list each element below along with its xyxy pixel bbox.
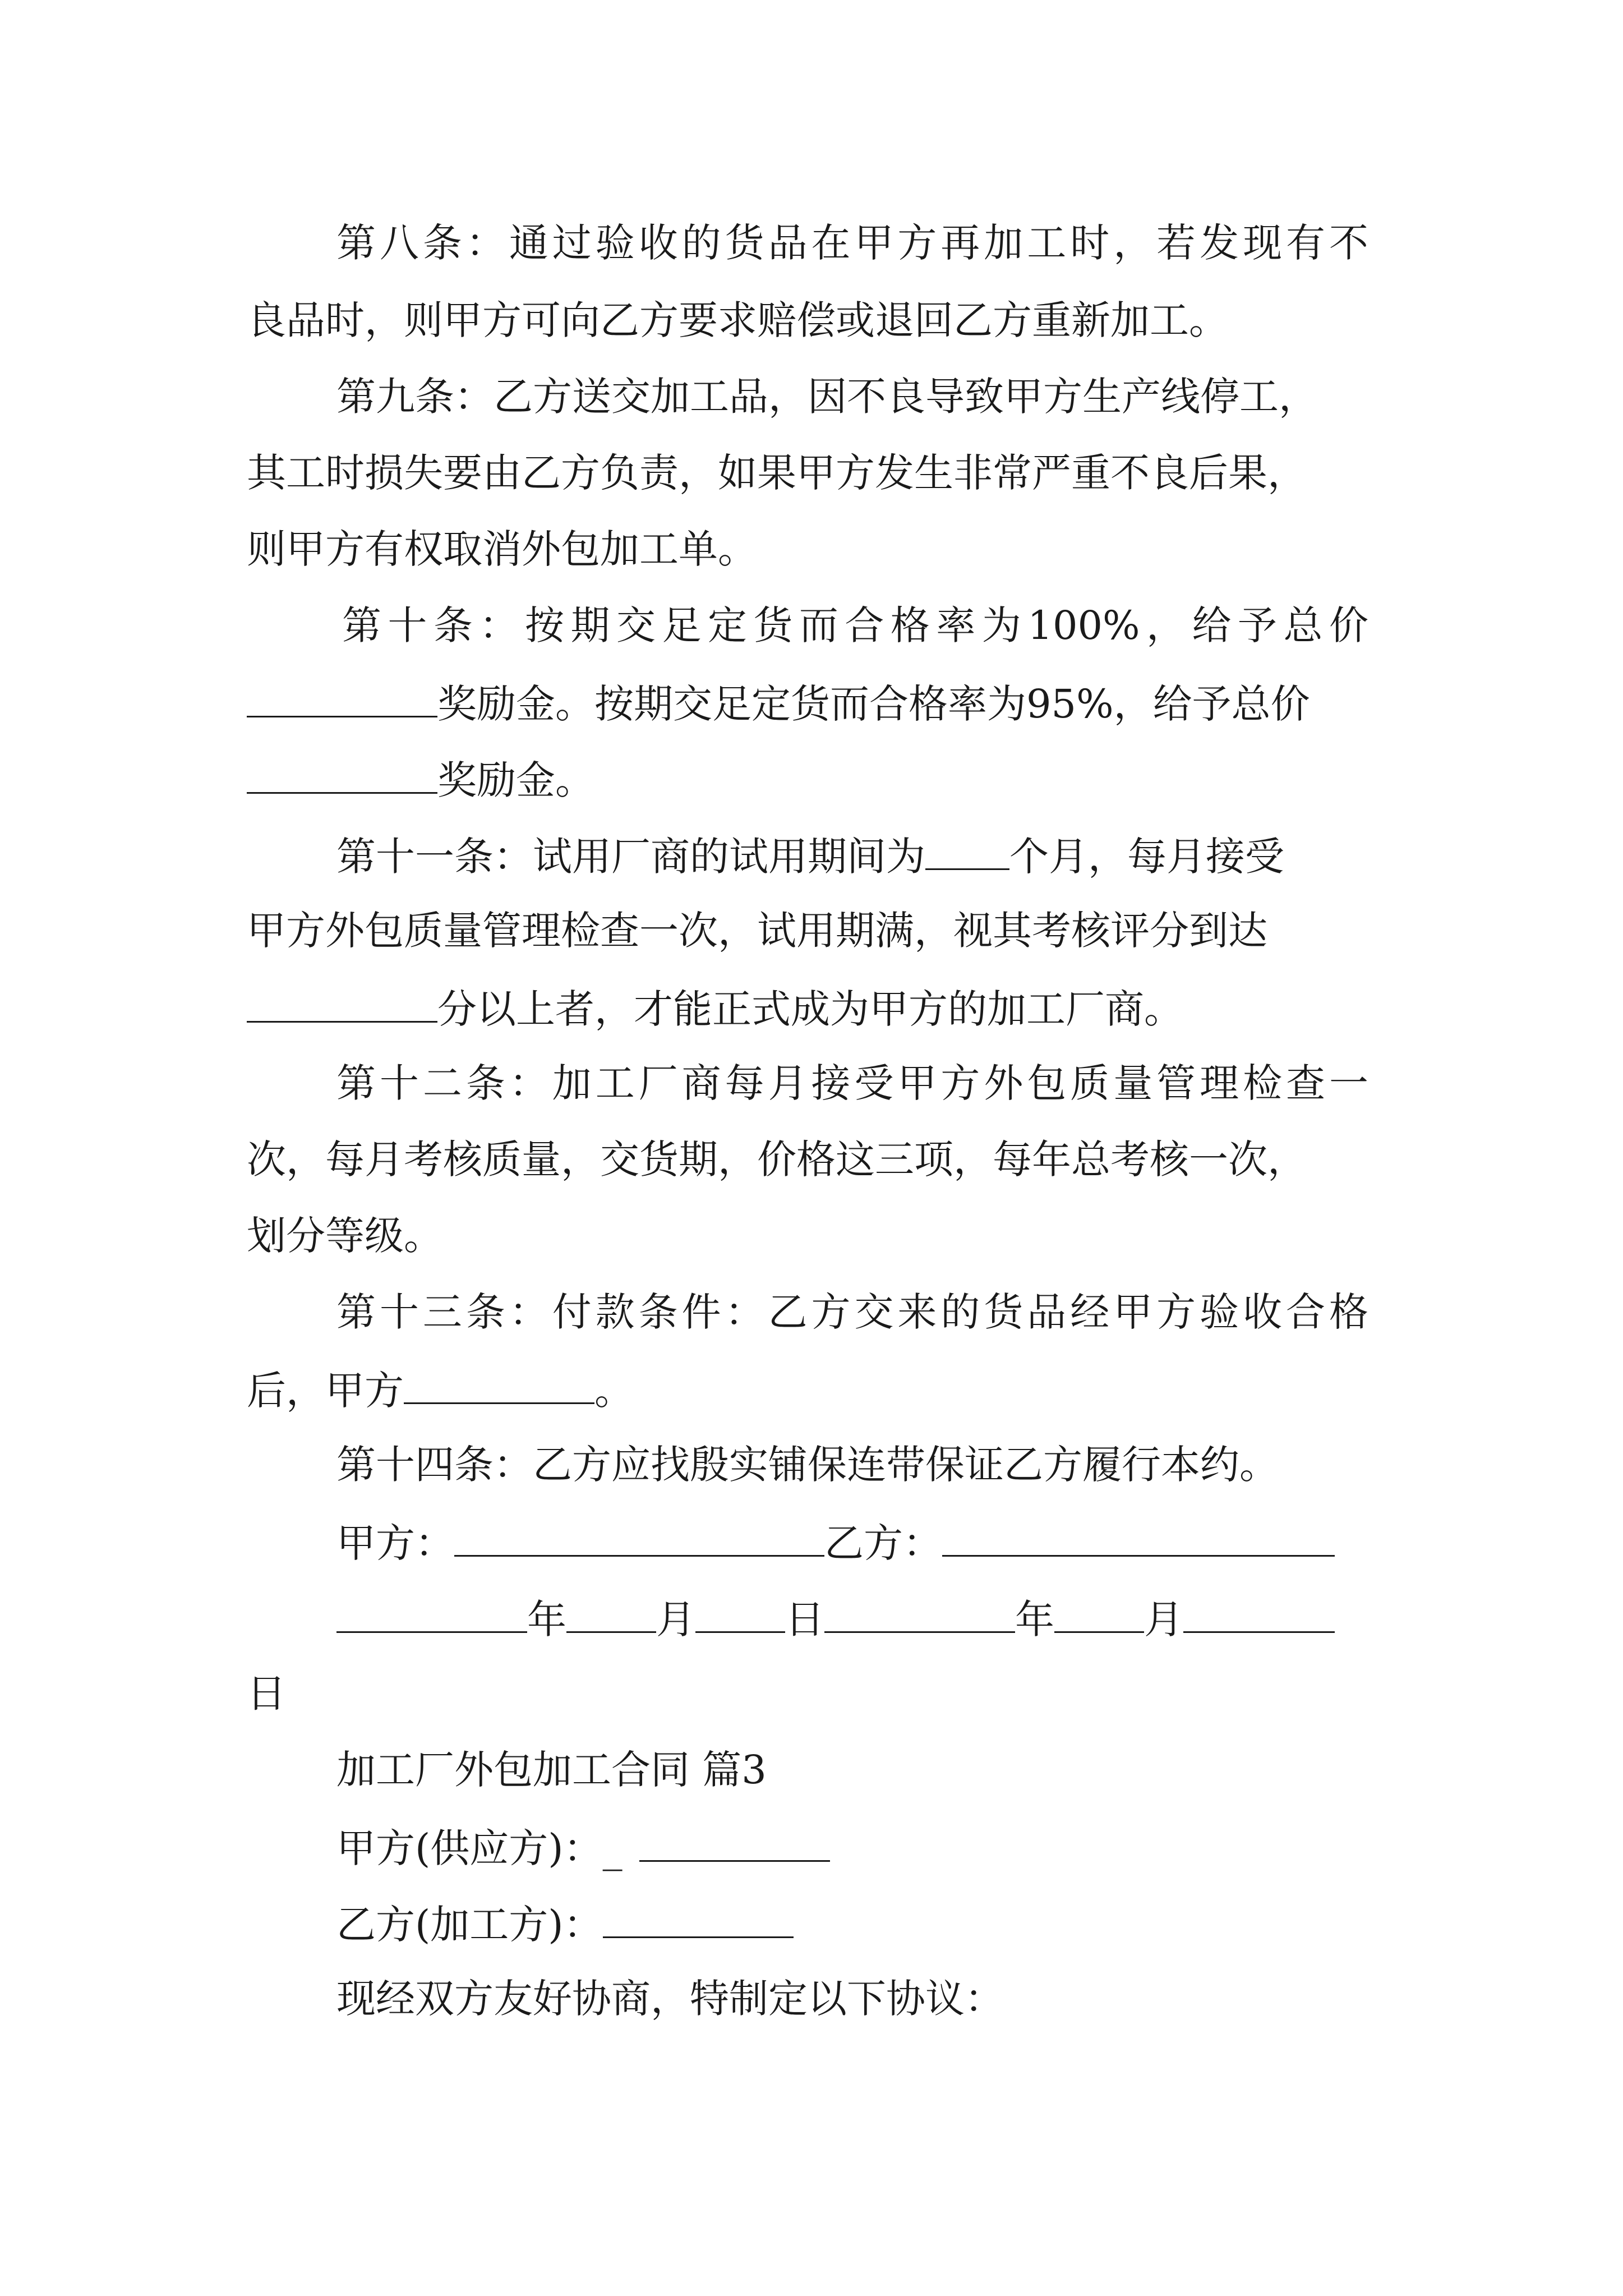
article-11-line-3	[247, 986, 1368, 1032]
supplier-blank	[639, 1826, 830, 1862]
month-label-a: 月	[656, 1596, 695, 1642]
article-13-text-2b: 。	[594, 1368, 634, 1414]
article-9-line-2: 其工时损失要由乙方负责，如果甲方发生非常严重不良后果，	[247, 450, 1307, 496]
year-label-b: 年	[1015, 1596, 1054, 1642]
year-blank-a	[336, 1598, 527, 1633]
article-14-line: 第十四条：乙方应找殷实铺保连带保证乙方履行本约。	[336, 1442, 1279, 1488]
blank-field	[247, 758, 437, 794]
party-a-label: 甲方：	[336, 1520, 454, 1566]
supplier-line	[336, 1825, 1458, 1871]
article-11-line-1	[336, 834, 1458, 880]
signature-date-line	[336, 1596, 1458, 1642]
article-11-text-1b: 个月，每月接受	[1009, 834, 1284, 880]
article-12-line-2: 次，每月考核质量，交货期，价格这三项，每年总考核一次，	[247, 1137, 1307, 1182]
agreement-intro: 现经双方友好协商，特制定以下协议：	[336, 1976, 1004, 2022]
article-10-line-3	[247, 757, 1368, 803]
blank-field	[925, 835, 1009, 870]
processor-blank	[603, 1903, 794, 1938]
month-blank-a	[566, 1598, 656, 1633]
article-10-line-2	[247, 681, 1368, 727]
article-11-text-1a: 第十一条：试用厂商的试用期间为	[336, 834, 925, 880]
blank-field	[404, 1369, 594, 1404]
day-label-a: 日	[785, 1596, 824, 1642]
day-blank-a	[695, 1598, 785, 1633]
article-10-text-3: 奖励金。	[437, 757, 594, 803]
article-11-line-2: 甲方外包质量管理检查一次，试用期满，视其考核评分到达	[247, 908, 1267, 954]
year-blank-b	[824, 1598, 1015, 1633]
month-blank-b	[1054, 1598, 1144, 1633]
article-13-line-2	[247, 1368, 1368, 1414]
party-a-blank	[454, 1521, 824, 1557]
blank-field	[247, 987, 437, 1023]
article-9-line-3: 则甲方有权取消外包加工单。	[247, 526, 757, 572]
article-8-line-1: 第八条：通过验收的货品在甲方再加工时，若发现有不	[336, 220, 1368, 266]
signature-parties-line	[336, 1520, 1458, 1566]
party-b-label: 乙方：	[824, 1520, 942, 1566]
article-12-line-3: 划分等级。	[247, 1213, 443, 1259]
article-10-text-2: 奖励金。按期交足定货而合格率为95%，给予总价	[437, 681, 1310, 727]
article-10-line-1: 第十条：按期交足定货而合格率为100%，给予总价	[342, 602, 1368, 648]
article-11-text-3: 分以上者，才能正式成为甲方的加工厂商。	[437, 986, 1183, 1032]
party-b-blank	[942, 1521, 1335, 1557]
processor-line	[336, 1902, 1458, 1948]
supplier-label: 甲方(供应方)：	[336, 1825, 603, 1871]
article-12-line-1: 第十二条：加工厂商每月接受甲方外包质量管理检查一	[336, 1060, 1368, 1106]
year-label-a: 年	[527, 1596, 566, 1642]
article-9-line-1: 第九条：乙方送交加工品，因不良导致甲方生产线停工，	[336, 374, 1318, 420]
article-8-line-2: 良品时，则甲方可向乙方要求赔偿或退回乙方重新加工。	[247, 297, 1228, 343]
signature-day-wrap: 日	[247, 1671, 286, 1717]
blank-field	[247, 682, 437, 717]
article-13-line-1: 第十三条：付款条件：乙方交来的货品经甲方验收合格	[336, 1289, 1368, 1335]
contract-section-title: 加工厂外包加工合同 篇3	[336, 1747, 767, 1793]
supplier-dash: _	[602, 1825, 623, 1871]
article-13-text-2a: 后，甲方	[247, 1368, 404, 1414]
processor-label: 乙方(加工方)：	[336, 1902, 603, 1948]
day-blank-b	[1183, 1598, 1335, 1633]
month-label-b: 月	[1144, 1596, 1183, 1642]
